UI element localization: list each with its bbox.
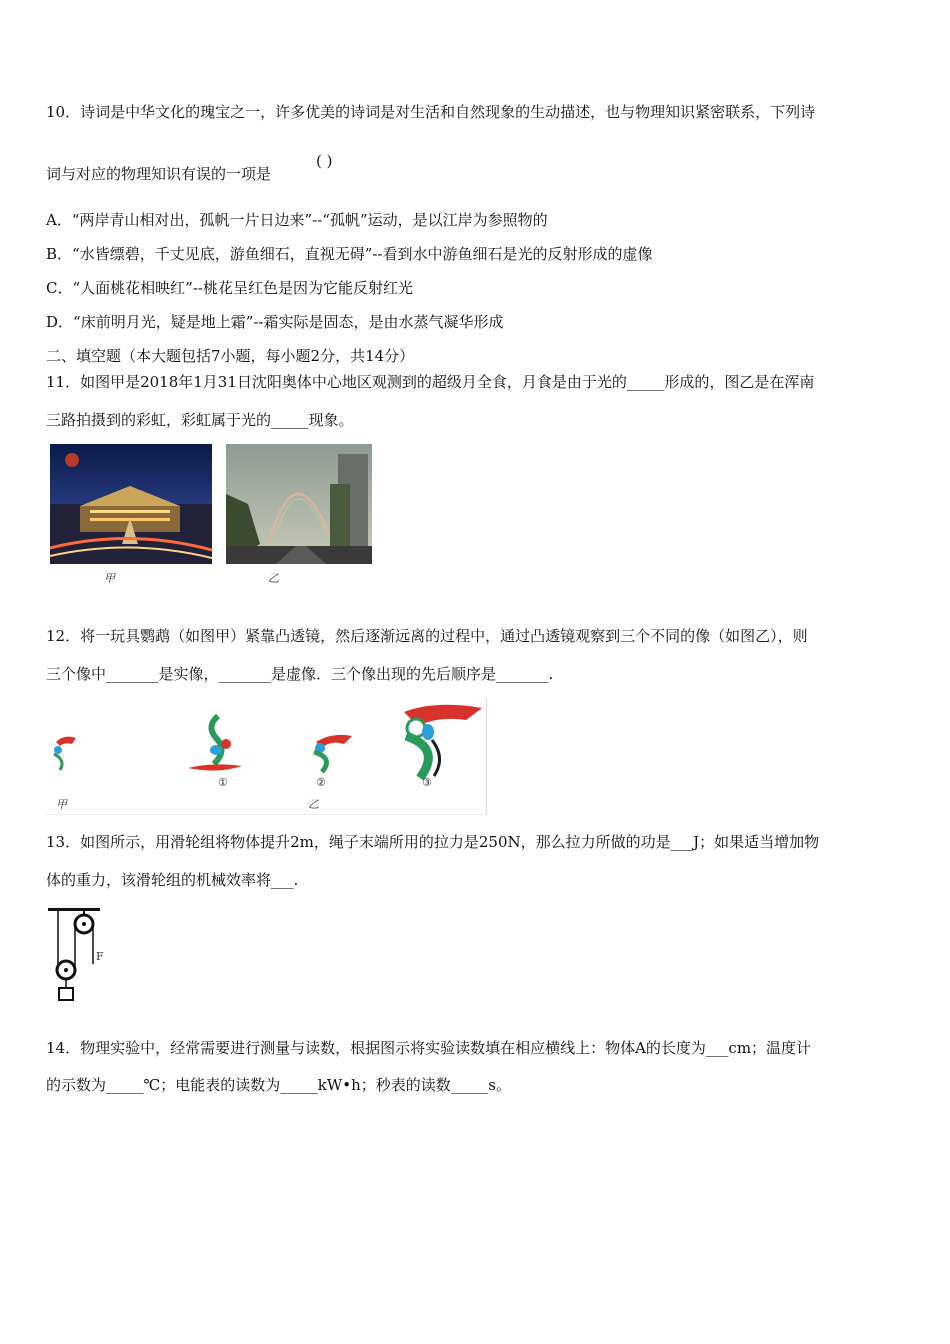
parrot-image-3-icon (404, 705, 482, 778)
photo-caption-jia: 甲 (104, 572, 115, 585)
rainbow-photo (226, 444, 372, 564)
q10-option-d: D．“床前明月光，疑是地上霜”--霜实际是固态，是由水蒸气凝华形成 (46, 313, 504, 331)
image-label-3: ③ (422, 776, 432, 789)
q12-line2: 三个像中_______是实像，_______是虚像．三个像出现的先后顺序是_______. (46, 665, 554, 683)
q13-line1: 13．如图所示，用滑轮组将物体提升2m，绳子末端所用的拉力是250N，那么拉力所做的功是___J；如果适当增加物 (46, 833, 820, 851)
pulley-system-diagram (48, 906, 118, 1006)
q11-line1: 11．如图甲是2018年1月31日沈阳奥体中心地区观测到的超级月全食，月食是由于光的_____形成的，图乙是在浑南 (46, 373, 815, 391)
q10-option-a: A．“两岸青山相对出，孤帆一片日边来”--“孤帆”运动，是以江岸为参照物的 (46, 211, 548, 229)
parrot-images-figure (46, 698, 487, 815)
q13-line2: 体的重力，该滑轮组的机械效率将___. (46, 871, 299, 889)
lunar-eclipse-photo (50, 444, 212, 564)
q11-line2: 三路拍摄到的彩虹，彩虹属于光的_____现象。 (46, 411, 354, 429)
q10-line1: 10．诗词是中华文化的瑰宝之一，许多优美的诗词是对生活和自然现象的生动描述，也与物理知识紧密联系，下列诗 (46, 103, 816, 121)
q14-line1: 14．物理实验中，经常需要进行测量与读数，根据图示将实验读数填在相应横线上：物体A的长度为___cm；温度计 (46, 1039, 812, 1057)
parrot-image-1-icon (188, 716, 242, 771)
q10-line2: 词与对应的物理知识有误的一项是 (46, 165, 272, 183)
force-label: F (96, 950, 104, 963)
q10-option-c: C．“人面桃花相映红”--桃花呈红色是因为它能反射红光 (46, 279, 413, 297)
photo-caption-yi: 乙 (268, 572, 279, 585)
q10-option-b: B．“水皆缥碧，千丈见底，游鱼细石，直视无碍”--看到水中游鱼细石是光的反射形成的虚像 (46, 245, 653, 263)
parrot-caption-yi: 乙 (308, 798, 319, 811)
q14-line2: 的示数为_____℃；电能表的读数为_____kW•h；秒表的读数_____s。 (46, 1076, 511, 1094)
parrot-caption-jia: 甲 (56, 798, 67, 811)
parrot-image-2-icon (314, 735, 352, 772)
section-heading: 二、填空题（本大题包括7小题，每小题2分，共14分） (46, 347, 415, 365)
image-label-2: ② (316, 776, 326, 789)
image-label-1: ① (218, 776, 228, 789)
q12-line1: 12．将一玩具鹦鹉（如图甲）紧靠凸透镜，然后逐渐远离的过程中，通过凸透镜观察到三个不同的像（如图乙），则 (46, 627, 808, 645)
parrot-original-icon (54, 737, 76, 770)
q10-answer-paren: ( ) (316, 152, 333, 170)
